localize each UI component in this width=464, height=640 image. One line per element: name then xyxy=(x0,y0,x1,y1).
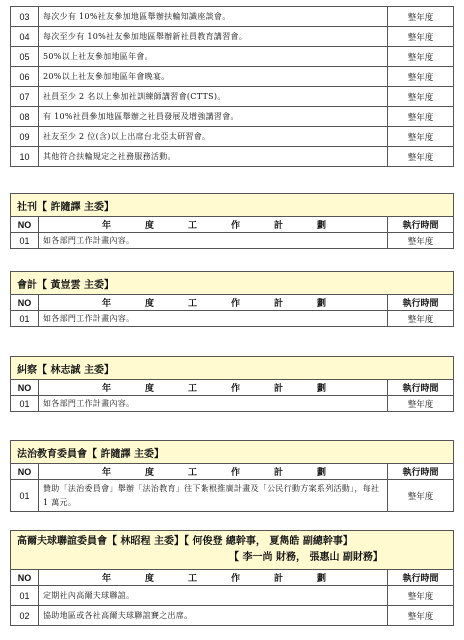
row-desc: 50%以上社友參加地區年會。 xyxy=(39,47,388,67)
row-no: 10 xyxy=(11,147,39,167)
row-no: 01 xyxy=(11,233,39,249)
col-work-header: 年度工作計劃 xyxy=(39,464,388,480)
row-desc: 20%以上社友參加地區年會晚宴。 xyxy=(39,67,388,87)
service-plan-table xyxy=(10,6,454,167)
row-desc: 如各部門工作計畫內容。 xyxy=(39,233,388,249)
row-no: 08 xyxy=(11,107,39,127)
table-row xyxy=(11,480,454,512)
section-golf xyxy=(10,530,454,626)
table-row xyxy=(11,233,454,249)
section-accounting xyxy=(10,271,454,327)
row-no: 05 xyxy=(11,47,39,67)
row-no: 01 xyxy=(11,311,39,327)
col-work-header: 年度工作計劃 xyxy=(39,380,388,396)
row-time: 整年度 xyxy=(388,586,454,606)
row-time: 整年度 xyxy=(388,27,454,47)
section-newsletter xyxy=(10,193,454,249)
row-desc: 社友至少 2 位(含)以上出席台北亞太研習會。 xyxy=(39,127,388,147)
col-no-header: NO xyxy=(11,217,39,233)
table-row xyxy=(11,147,454,167)
row-time: 整年度 xyxy=(388,107,454,127)
section-header xyxy=(11,531,454,570)
row-desc: 有 10%社員參加地區舉辦之社員發展及增強講習會。 xyxy=(39,107,388,127)
section-law-education xyxy=(10,440,454,512)
row-time: 整年度 xyxy=(388,147,454,167)
row-no: 01 xyxy=(11,586,39,606)
row-no: 07 xyxy=(11,87,39,107)
col-work-header: 年度工作計劃 xyxy=(39,570,388,586)
col-work-header: 年度工作計劃 xyxy=(39,295,388,311)
table-row xyxy=(11,107,454,127)
row-time: 整年度 xyxy=(388,311,454,327)
row-no: 02 xyxy=(11,606,39,626)
row-no: 01 xyxy=(11,396,39,412)
section-header: 會計【 黃豈雲 主委】 xyxy=(11,272,454,295)
row-time: 整年度 xyxy=(388,233,454,249)
row-time: 整年度 xyxy=(388,396,454,412)
table-row xyxy=(11,396,454,412)
col-time-header: 執行時間 xyxy=(388,217,454,233)
table-row xyxy=(11,606,454,626)
col-no-header: NO xyxy=(11,295,39,311)
row-desc: 每次少有 10%社友參加地區舉辦扶輪知識座談會。 xyxy=(39,7,388,27)
golf-header-line2: 【 李一尚 財務， 張惠山 副財務】 xyxy=(229,552,383,563)
table-row xyxy=(11,127,454,147)
col-time-header: 執行時間 xyxy=(388,380,454,396)
row-time: 整年度 xyxy=(388,606,454,626)
section-header: 社刊【 許隨譯 主委】 xyxy=(11,194,454,217)
col-no-header: NO xyxy=(11,464,39,480)
row-desc: 贊助「法治委員會」舉辦「法治教育」往下紮根推廣計畫及「公民行動方案系列活動」，每社 1 萬元。 xyxy=(39,480,388,512)
row-time: 整年度 xyxy=(388,47,454,67)
section-header: 法治教育委員會【 許隨譯 主委】 xyxy=(11,441,454,464)
section-header: 糾察【 林志誠 主委】 xyxy=(11,357,454,380)
table-row xyxy=(11,67,454,87)
row-no: 04 xyxy=(11,27,39,47)
row-time: 整年度 xyxy=(388,127,454,147)
table-row xyxy=(11,586,454,606)
table-row xyxy=(11,47,454,67)
row-no: 01 xyxy=(11,480,39,512)
row-no: 09 xyxy=(11,127,39,147)
col-time-header: 執行時間 xyxy=(388,295,454,311)
col-no-header: NO xyxy=(11,570,39,586)
row-desc: 定期社內高爾夫球聯誼。 xyxy=(39,586,388,606)
table-row xyxy=(11,7,454,27)
row-time: 整年度 xyxy=(387,480,453,512)
col-no-header: NO xyxy=(11,380,39,396)
row-no: 06 xyxy=(11,67,39,87)
golf-header-line1: 高爾夫球聯誼委員會【 林昭程 主委】【 何俊登 總幹事， 夏雋皓 副總幹事】 xyxy=(17,536,353,547)
table-row xyxy=(11,87,454,107)
table-row xyxy=(11,311,454,327)
row-desc: 如各部門工作計畫內容。 xyxy=(39,396,388,412)
section-sergeant xyxy=(10,356,454,412)
row-desc: 每次至少有 10%社友參加地區舉辦新社員教育講習會。 xyxy=(39,27,388,47)
row-desc: 其他符合扶輪規定之社務服務活動。 xyxy=(39,147,388,167)
col-time-header: 執行時間 xyxy=(388,570,454,586)
row-time: 整年度 xyxy=(388,7,454,27)
row-no: 03 xyxy=(11,7,39,27)
row-time: 整年度 xyxy=(388,67,454,87)
table-row xyxy=(11,27,454,47)
row-desc: 社員至少 2 名以上參加社訓練師講習會(CTTS)。 xyxy=(39,87,388,107)
row-time: 整年度 xyxy=(388,87,454,107)
col-time-header: 執行時間 xyxy=(387,464,453,480)
row-desc: 協助地區或各社高爾夫球聯誼賽之出席。 xyxy=(39,606,388,626)
row-desc: 如各部門工作計畫內容。 xyxy=(39,311,388,327)
col-work-header: 年度工作計劃 xyxy=(39,217,388,233)
